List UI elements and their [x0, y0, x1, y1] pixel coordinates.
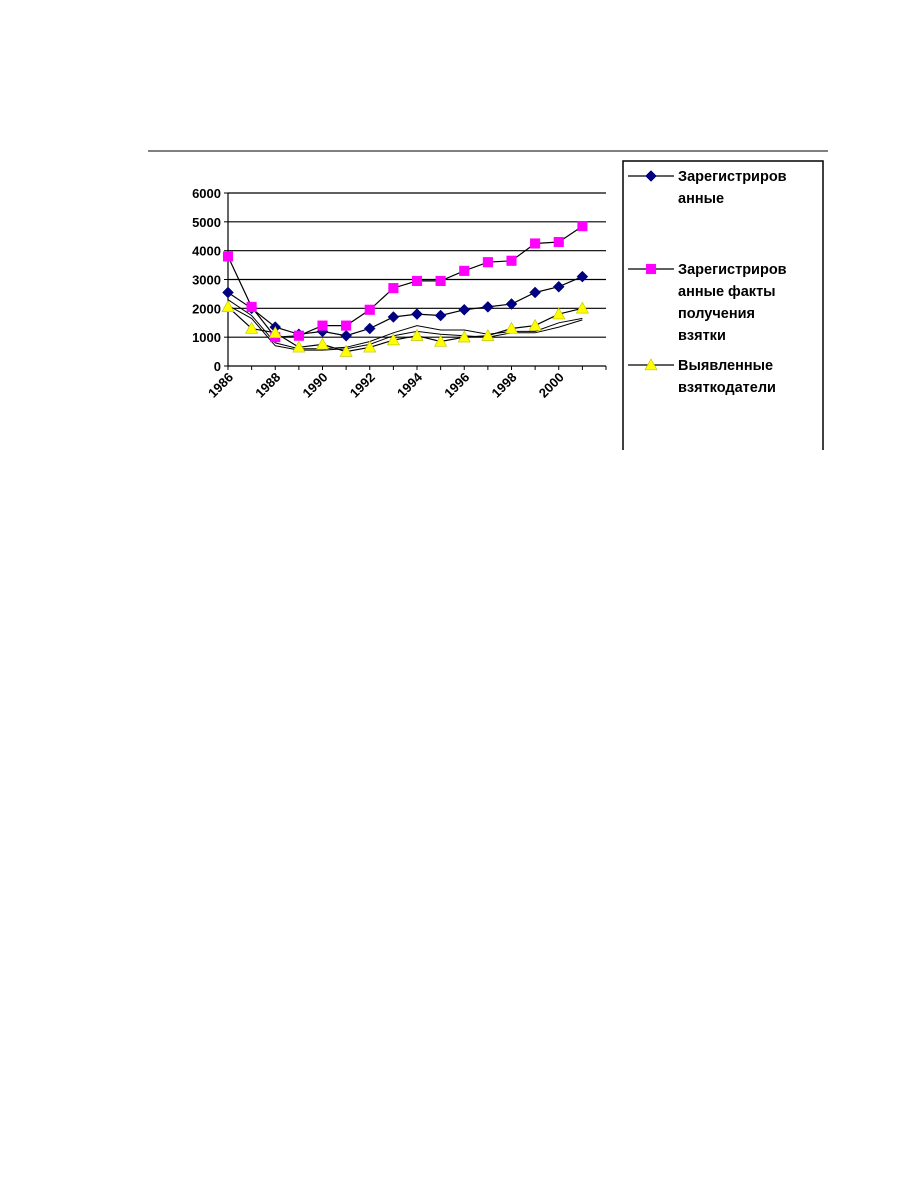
unlabeled-series-line [228, 300, 582, 349]
data-point-series-1 [507, 256, 517, 266]
chart-frame [148, 150, 828, 450]
data-point-series-0 [435, 310, 446, 321]
series [222, 221, 588, 356]
legend-label-line: Зарегистриров [678, 262, 787, 278]
data-point-series-1 [247, 302, 257, 312]
legend-label-line: Зарегистриров [678, 169, 787, 185]
data-point-series-0 [482, 301, 493, 312]
data-point-series-1 [412, 276, 422, 286]
data-point-series-2 [529, 320, 541, 331]
data-point-series-2 [482, 330, 494, 341]
data-point-series-1 [554, 237, 564, 247]
data-point-series-0 [412, 309, 423, 320]
y-tick-label: 2000 [192, 301, 221, 317]
y-tick-labels [192, 186, 221, 374]
legend-label-line: получения [678, 306, 755, 322]
data-point-series-1 [436, 276, 446, 286]
data-point-series-0 [223, 287, 234, 298]
x-tick-label: 1988 [252, 369, 284, 401]
x-tick-label: 1986 [205, 369, 237, 401]
legend-label-line: анные [678, 191, 725, 207]
y-tick-label: 4000 [192, 243, 221, 259]
data-point-series-0 [530, 287, 541, 298]
legend-marker-1 [646, 264, 656, 274]
x-tick-label: 1990 [299, 369, 331, 401]
line-chart [148, 150, 828, 450]
data-point-series-0 [553, 281, 564, 292]
x-tick-label: 1996 [441, 369, 473, 401]
data-point-series-0 [388, 311, 399, 322]
x-tick-labels [205, 369, 567, 401]
unlabeled-series-line [228, 305, 582, 350]
y-tick-label: 0 [213, 359, 221, 374]
legend-label-line: анные факты [678, 284, 776, 300]
x-tick-label: 1992 [346, 369, 378, 401]
unlabeled-lines [228, 300, 582, 350]
data-point-series-1 [223, 252, 233, 262]
y-tick-label: 3000 [192, 272, 221, 288]
data-point-series-1 [365, 305, 375, 315]
x-tick-label: 1994 [394, 369, 426, 401]
data-point-series-0 [341, 330, 352, 341]
data-point-series-1 [294, 331, 304, 341]
data-point-series-1 [578, 221, 588, 231]
y-tick-label: 1000 [192, 330, 221, 346]
x-tick-label: 1998 [488, 369, 520, 401]
data-point-series-2 [317, 338, 329, 349]
legend-label-line: Выявленные [678, 358, 774, 374]
legend-label-line: взятки [678, 328, 726, 344]
y-tick-label: 5000 [192, 214, 221, 230]
data-point-series-1 [389, 283, 399, 293]
data-point-series-0 [364, 323, 375, 334]
data-point-series-1 [459, 266, 469, 276]
data-point-series-1 [318, 321, 328, 331]
data-point-series-0 [459, 304, 470, 315]
data-point-series-1 [530, 239, 540, 249]
data-point-series-1 [483, 257, 493, 267]
data-point-series-0 [577, 271, 588, 282]
series-line-1 [228, 226, 582, 337]
x-tick-label: 2000 [535, 369, 567, 401]
legend-label-line: взяткодатели [678, 380, 776, 396]
data-point-series-1 [341, 321, 351, 331]
y-tick-label: 6000 [192, 186, 221, 201]
data-point-series-2 [411, 330, 423, 341]
